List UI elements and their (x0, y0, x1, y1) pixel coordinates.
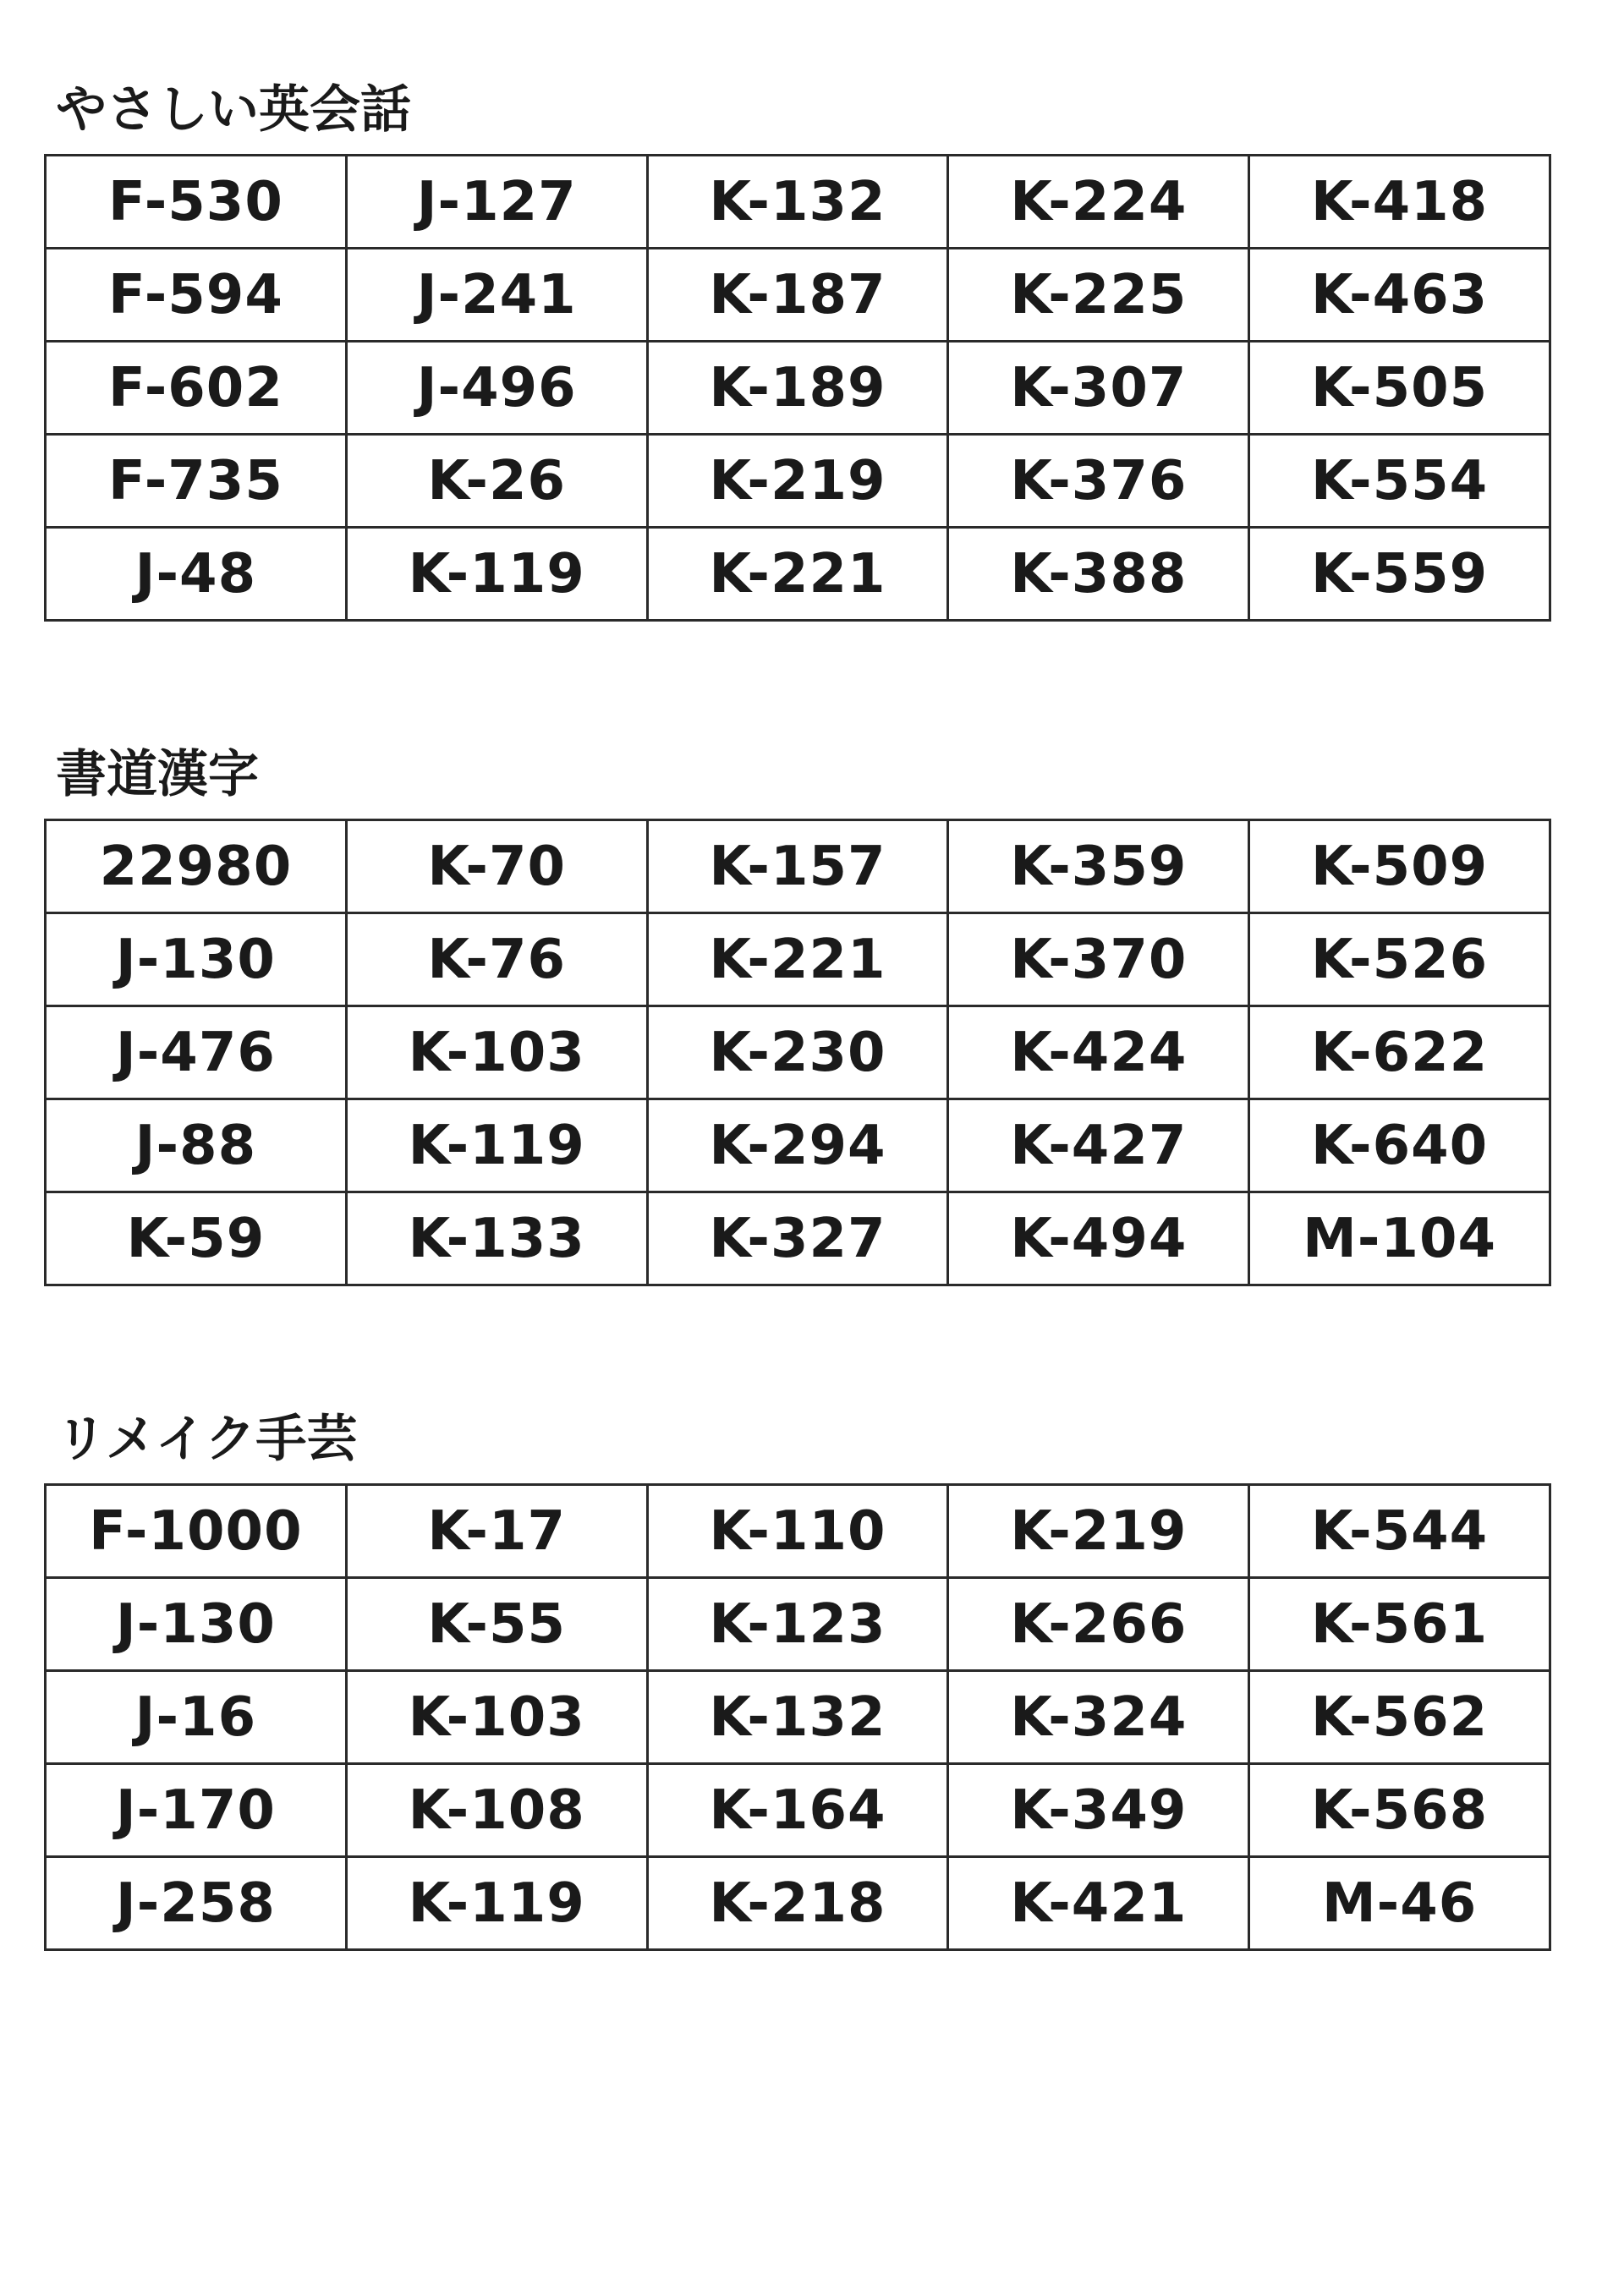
table-cell: K-526 (1249, 913, 1550, 1006)
table-cell: K-189 (647, 342, 948, 435)
table-row (46, 1099, 1550, 1192)
table-cell: K-307 (948, 342, 1249, 435)
table-cell: K-568 (1249, 1764, 1550, 1857)
table-cell: F-1000 (46, 1485, 347, 1578)
table-cell: K-562 (1249, 1671, 1550, 1764)
table-cell: M-104 (1249, 1192, 1550, 1285)
table-row (46, 1764, 1550, 1857)
table-cell: 22980 (46, 820, 347, 913)
table-cell: K-123 (647, 1578, 948, 1671)
section-title: 書道漢字 (56, 745, 259, 804)
table-row (46, 1485, 1550, 1578)
table-cell: J-16 (46, 1671, 347, 1764)
table-row (46, 1578, 1550, 1671)
table-cell: K-463 (1249, 249, 1550, 342)
table-row (46, 820, 1550, 913)
table-cell: K-509 (1249, 820, 1550, 913)
table-cell: K-324 (948, 1671, 1249, 1764)
table-cell: K-427 (948, 1099, 1249, 1192)
section-title: リメイク手芸 (56, 1410, 358, 1469)
table-cell: K-119 (346, 1857, 647, 1950)
table-row (46, 249, 1550, 342)
table-cell: K-359 (948, 820, 1249, 913)
code-table (44, 819, 1551, 1286)
table-cell: K-559 (1249, 528, 1550, 621)
table-cell: K-224 (948, 156, 1249, 249)
table-cell: K-103 (346, 1006, 647, 1099)
table-cell: K-76 (346, 913, 647, 1006)
table-cell: K-108 (346, 1764, 647, 1857)
table-row (46, 435, 1550, 528)
table-cell: K-418 (1249, 156, 1550, 249)
table-cell: K-376 (948, 435, 1249, 528)
table-cell: K-370 (948, 913, 1249, 1006)
table-row (46, 913, 1550, 1006)
table-cell: K-164 (647, 1764, 948, 1857)
table-cell: K-55 (346, 1578, 647, 1671)
table-cell: K-424 (948, 1006, 1249, 1099)
table-cell: J-170 (46, 1764, 347, 1857)
table-cell: K-110 (647, 1485, 948, 1578)
table-cell: K-388 (948, 528, 1249, 621)
table-cell: K-119 (346, 1099, 647, 1192)
table-cell: K-26 (346, 435, 647, 528)
table-cell: K-103 (346, 1671, 647, 1764)
table-cell: J-258 (46, 1857, 347, 1950)
table-cell: K-421 (948, 1857, 1249, 1950)
table-cell: K-59 (46, 1192, 347, 1285)
table-row (46, 528, 1550, 621)
table-cell: K-219 (948, 1485, 1249, 1578)
table-cell: K-219 (647, 435, 948, 528)
table-cell: J-48 (46, 528, 347, 621)
code-table (44, 154, 1551, 622)
table-row (46, 1857, 1550, 1950)
table-cell: K-505 (1249, 342, 1550, 435)
table-cell: K-494 (948, 1192, 1249, 1285)
table-cell: F-594 (46, 249, 347, 342)
table-cell: J-496 (346, 342, 647, 435)
table-cell: K-561 (1249, 1578, 1550, 1671)
table-cell: K-349 (948, 1764, 1249, 1857)
table-cell: J-127 (346, 156, 647, 249)
table-cell: K-221 (647, 528, 948, 621)
table-cell: M-46 (1249, 1857, 1550, 1950)
table-cell: K-554 (1249, 435, 1550, 528)
table-cell: J-88 (46, 1099, 347, 1192)
table-cell: K-221 (647, 913, 948, 1006)
table-cell: J-241 (346, 249, 647, 342)
table-cell: K-230 (647, 1006, 948, 1099)
table-cell: K-133 (346, 1192, 647, 1285)
table-cell: K-132 (647, 1671, 948, 1764)
table-cell: J-130 (46, 1578, 347, 1671)
table-cell: K-17 (346, 1485, 647, 1578)
table-cell: K-294 (647, 1099, 948, 1192)
table-cell: F-602 (46, 342, 347, 435)
table-cell: K-218 (647, 1857, 948, 1950)
table-cell: K-640 (1249, 1099, 1550, 1192)
table-cell: K-544 (1249, 1485, 1550, 1578)
table-cell: K-70 (346, 820, 647, 913)
section-title: やさしい英会話 (56, 80, 411, 140)
table-row (46, 1671, 1550, 1764)
table-row (46, 156, 1550, 249)
table-cell: J-476 (46, 1006, 347, 1099)
table-cell: K-157 (647, 820, 948, 913)
table-row (46, 1192, 1550, 1285)
table-cell: K-187 (647, 249, 948, 342)
table-cell: F-735 (46, 435, 347, 528)
table-row (46, 342, 1550, 435)
code-table (44, 1483, 1551, 1951)
table-cell: K-622 (1249, 1006, 1550, 1099)
table-cell: K-132 (647, 156, 948, 249)
table-cell: K-225 (948, 249, 1249, 342)
table-cell: K-119 (346, 528, 647, 621)
table-cell: K-266 (948, 1578, 1249, 1671)
table-row (46, 1006, 1550, 1099)
table-cell: F-530 (46, 156, 347, 249)
table-cell: K-327 (647, 1192, 948, 1285)
table-cell: J-130 (46, 913, 347, 1006)
